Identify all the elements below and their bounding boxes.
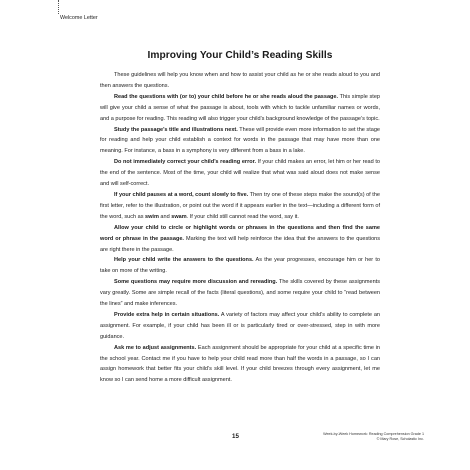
letter-content <box>100 50 380 386</box>
example-word-swim: swim <box>145 213 159 220</box>
tip-body: The skills covered by these assignments vary greatly. Some are simple recall of the facts (literal questions), and some require your child to “read between the lines” and make inferences. <box>100 279 380 308</box>
tip-heading: Do not immediately correct your child’s reading error. <box>114 159 257 166</box>
header-dotted-rule <box>58 0 59 14</box>
tip-heading: If your child pauses at a word, count slowly to five. <box>114 191 249 198</box>
tip-paragraph-discussion <box>100 277 380 310</box>
page-title: Improving Your Child’s Reading Skills <box>147 50 333 61</box>
tip-body-part: Then try one of these steps make the sound(s) of the first letter, refer to the illustration, or point out the word if it appears earlier in the text—including a different form of the word, such as <box>100 191 380 220</box>
intro-paragraph: These guidelines will help you know when and how to assist your child as he or she reads aloud to you and then answers the questions. <box>100 72 380 89</box>
tip-body: If your child makes an error, let him or her read to the end of the sentence. Most of the time, your child will realize that what was said aloud does not make sense and will self-correct. <box>100 159 381 188</box>
tip-body: This simple step will give your child a sense of what the passage is about, tools with which to tackle unfamiliar names or words, and a purpose for reading. This reading will also trigger your child’s background knowledge of the passage’s topic. <box>100 93 381 122</box>
tip-paragraph-study-title <box>100 125 380 158</box>
tip-body-part: . If your child still cannot read the word, say it. <box>186 213 299 220</box>
tip-heading: Read the questions with (or to) your child before he or she reads aloud the passage. <box>114 93 339 100</box>
tip-heading: Study the passage’s title and illustrations next. <box>114 126 238 133</box>
tip-body: As the year progresses, encourage him or her to take on more of the writing. <box>100 257 381 275</box>
tip-paragraph-count-to-five <box>100 190 380 223</box>
tip-body: A variety of factors may affect your child’s ability to complete an assignment. For example, if your child has been ill or is particularly tired or over-stressed, step in with more guidance. <box>100 311 380 340</box>
tip-body: These will provide even more information to set the stage for reading and help your child establish a context for words in the passage that may have more than one meaning. For instance, a bass in a symphony is very different from a bass in a lake. <box>100 126 380 155</box>
tip-heading: Ask me to adjust assignments. <box>114 344 197 351</box>
credit-book-title: Week-by-Week Homework: Reading Comprehension Grade 1 <box>323 432 424 436</box>
tip-body-part: and <box>158 213 172 220</box>
example-word-swam: swam <box>171 213 187 220</box>
tip-body: Marking the text will help reinforce the idea that the answers to the questions are right there in the passage. <box>100 235 381 253</box>
tip-heading: Help your child write the answers to the questions. <box>114 257 254 264</box>
tip-heading: Some questions may require more discussion and rereading. <box>114 279 278 286</box>
footer-credit <box>323 432 424 442</box>
tip-body: Each assignment should be appropriate for your child at a specific time in the school year. Contact me if you have to help your child read more than half the words in a passage, so I can assign homework that better fits your child’s skill level. If your child breezes through every assignment, let me know so I can send home a more difficult assignment. <box>100 344 380 384</box>
tip-heading: Allow your child to circle or highlight words or phrases in the questions and then find the same word or phrase in the passage. <box>100 224 380 242</box>
tip-paragraph-write-answers <box>100 255 380 277</box>
tip-paragraph-read-questions <box>100 92 380 125</box>
page-number: 15 <box>232 433 239 440</box>
tip-paragraph-do-not-correct <box>100 157 380 190</box>
tip-paragraph-extra-help <box>100 310 380 343</box>
section-label: Welcome Letter <box>60 15 98 21</box>
tip-paragraph-circle-words <box>100 223 380 256</box>
tip-paragraph-adjust-assignments <box>100 343 380 387</box>
tip-heading: Provide extra help in certain situations. <box>114 311 220 318</box>
credit-copyright: © Mary Rose, Scholastic Inc. <box>376 437 424 442</box>
